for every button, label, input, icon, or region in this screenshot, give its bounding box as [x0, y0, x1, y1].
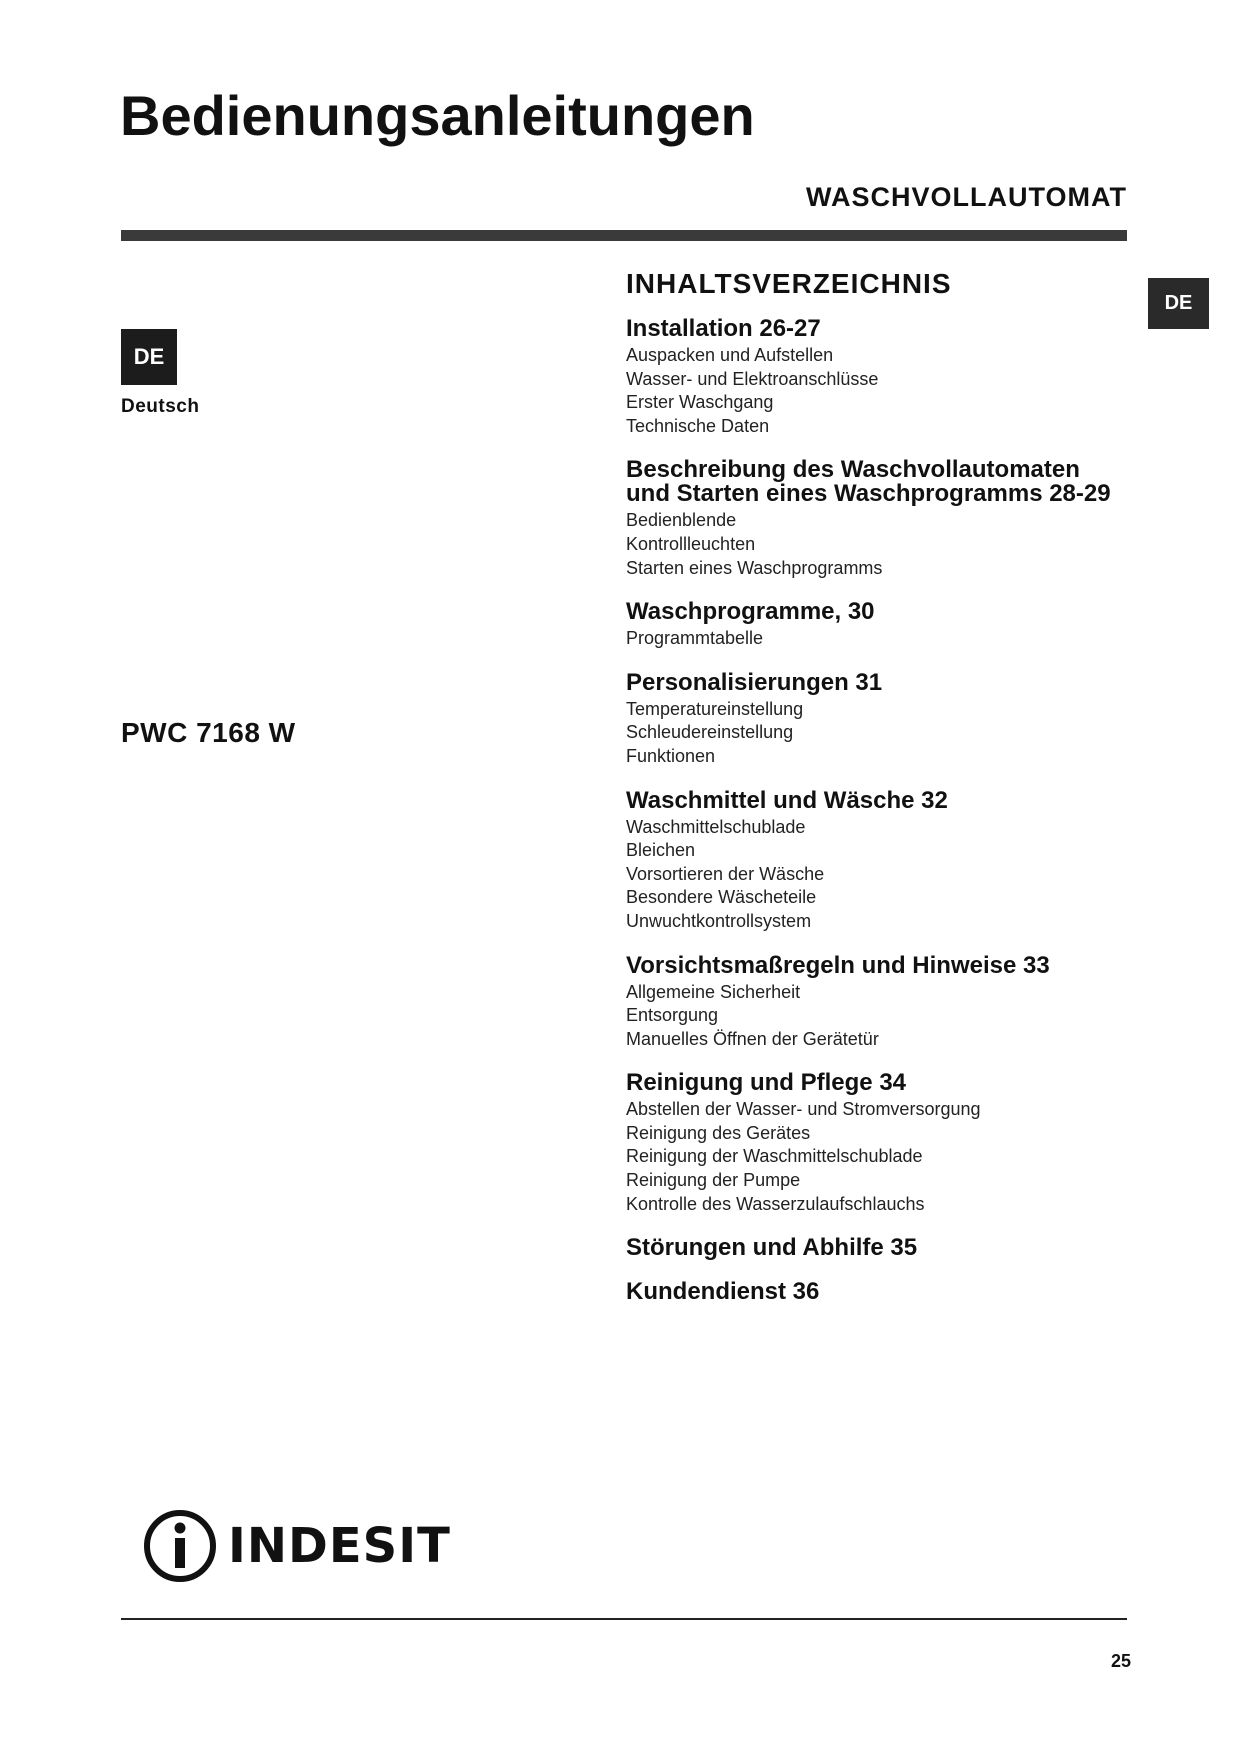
toc-item: Manuelles Öffnen der Gerätetür [626, 1028, 879, 1049]
toc-item: Besondere Wäscheteile [626, 887, 817, 908]
toc-item: Bleichen [626, 840, 696, 861]
language-name: Deutsch [121, 396, 200, 417]
toc-item: Kontrollleuchten [626, 533, 756, 554]
document-title: Bedienungsanleitungen [120, 84, 755, 147]
brand-wordmark: INDESIT [228, 1518, 451, 1574]
toc-item: Reinigung der Waschmittelschublade [626, 1146, 923, 1167]
toc-item: Unwuchtkontrollsystem [626, 910, 812, 931]
toc-item: Entsorgung [626, 1005, 719, 1026]
toc-section [626, 1071, 1126, 1216]
toc-item: Bedienblende [626, 510, 737, 531]
indesit-i-logo-icon [142, 1508, 218, 1584]
toc-item-list [626, 698, 1126, 769]
toc-heading: INHALTSVERZEICHNIS [626, 268, 952, 299]
toc-section-title: Störungen und Abhilfe 35 [626, 1234, 918, 1262]
toc-item: Programmtabelle [626, 628, 764, 649]
toc-section-title: Installation 26-27 [626, 315, 821, 342]
toc-section [626, 317, 1126, 438]
toc-item: Wasser- und Elektroanschlüsse [626, 368, 879, 389]
toc-item-list [626, 509, 1126, 580]
toc-section [626, 1280, 1126, 1304]
toc-item: Allgemeine Sicherheit [626, 981, 801, 1002]
toc-section-title: Vorsichtsmaßregeln und Hinweise 33 [626, 951, 1050, 979]
toc-section-title: Reinigung und Pflege 34 [626, 1069, 907, 1097]
language-tab: DE [1148, 278, 1209, 329]
toc-item: Waschmittelschublade [626, 816, 806, 837]
toc-section-title: Personalisierungen 31 [626, 668, 883, 696]
toc-item-list [626, 1098, 1126, 1216]
document-subtitle: WASCHVOLLAUTOMAT [806, 182, 1127, 212]
toc-item: Funktionen [626, 745, 716, 766]
toc-item: Auspacken und Aufstellen [626, 345, 834, 365]
toc-item: Temperatureinstellung [626, 698, 804, 719]
toc-item: Reinigung des Gerätes [626, 1122, 811, 1143]
toc-item-list [626, 981, 1126, 1052]
toc-section-title: Waschmittel und Wäsche 32 [626, 786, 948, 814]
toc-item: Reinigung der Pumpe [626, 1170, 801, 1191]
toc-section-list [626, 317, 1126, 1304]
toc-section [626, 951, 1126, 1052]
toc-section-title: Beschreibung des Waschvollautomaten und Starten eines Waschprogramms 28-29 [626, 456, 1111, 508]
language-badge: DE [121, 329, 177, 385]
toc-item: Starten eines Waschprogramms [626, 557, 883, 578]
table-of-contents [626, 270, 1126, 1324]
toc-item: Vorsortieren der Wäsche [626, 863, 825, 884]
toc-section [626, 458, 1126, 580]
toc-item-list [626, 816, 1126, 934]
toc-item: Kontrolle des Wasserzulaufschlauchs [626, 1193, 925, 1214]
product-model: PWC 7168 W [121, 717, 296, 748]
toc-section-title: Kundendienst 36 [626, 1278, 820, 1306]
toc-item: Schleudereinstellung [626, 722, 794, 743]
toc-section [626, 786, 1126, 934]
toc-section [626, 600, 1126, 651]
toc-item: Abstellen der Wasser- und Stromversorgung [626, 1099, 981, 1120]
brand-logo [142, 1508, 451, 1584]
toc-item: Technische Daten [626, 415, 770, 436]
footer-divider [121, 1618, 1127, 1620]
page-number: 25 [1110, 1651, 1131, 1671]
toc-item-list [626, 627, 1126, 651]
toc-section [626, 668, 1126, 769]
toc-section [626, 1236, 1126, 1260]
toc-section-title: Waschprogramme, 30 [626, 598, 875, 626]
toc-item-list [626, 344, 1126, 438]
header-divider [121, 230, 1127, 241]
toc-item: Erster Waschgang [626, 392, 774, 413]
